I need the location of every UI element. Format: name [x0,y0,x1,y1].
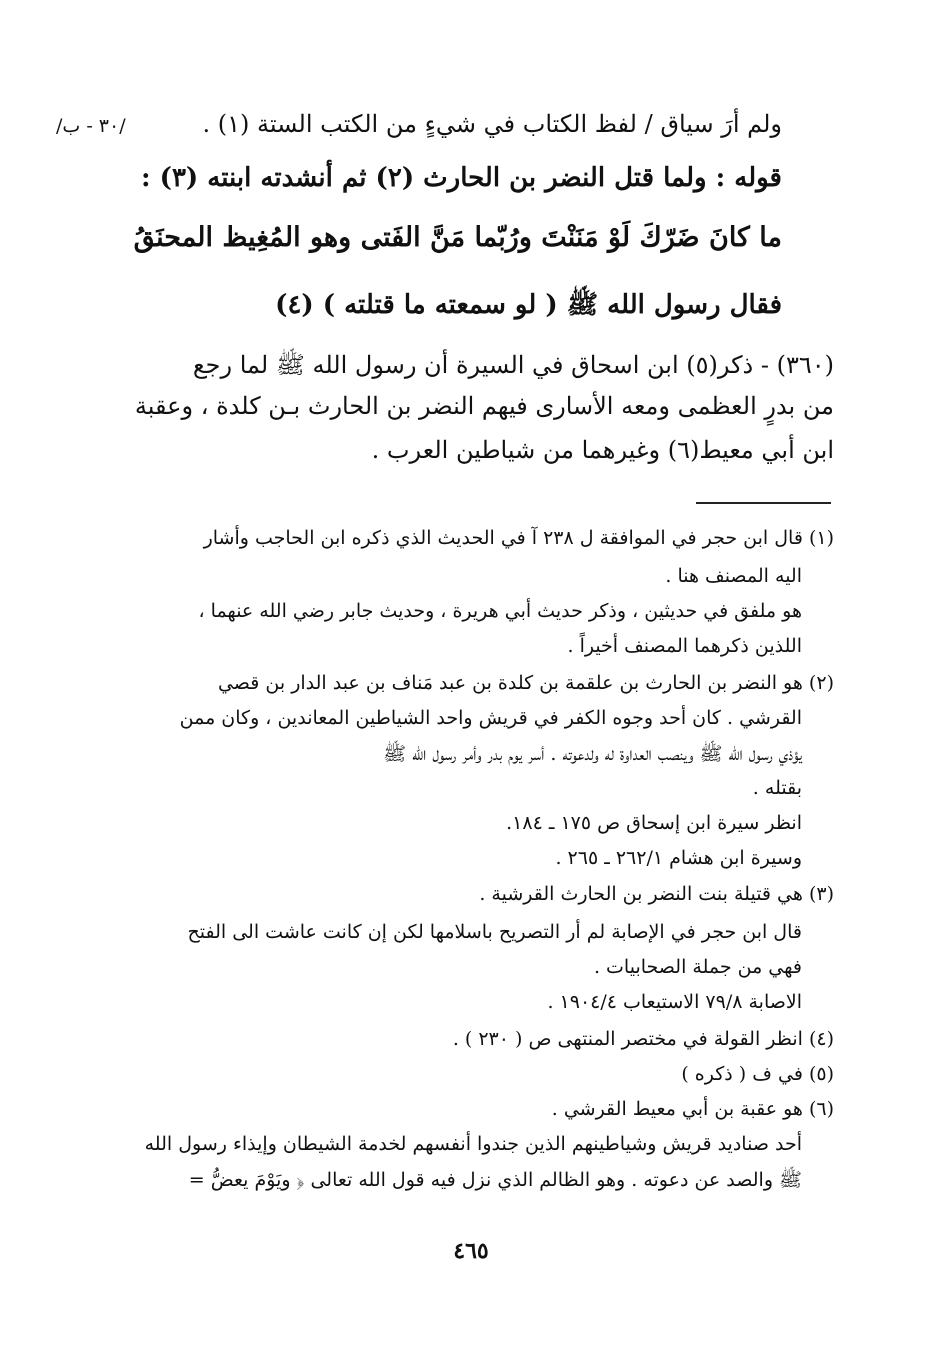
footnote-line: قال ابن حجر في الإصابة لم أر التصريح باسلامها لكن إن كانت عاشت الى الفتح [187,921,802,943]
footnote-line: ﷺ والصد عن دعوته . وهو الظالم الذي نزل فيه قول الله تعالى ﴿ ويَوْمَ يعضُّ = [188,1169,802,1191]
footnote-line: اليه المصنف هنا . [665,565,802,587]
footnote-line: (٤) انظر القولة في مختصر المنتهى ص ( ٢٣٠ ) . [452,1028,834,1050]
footnote-line: (٢) هو النضر بن الحارث بن علقمة بن كلدة بن عبد مَناف بن عبد الدار بن قصي [217,672,834,694]
paragraph-line-2: من بدرٍ العظمى ومعه الأسارى فيهم النضر بن الحارث بـن كلدة ، وعقبة [134,392,834,420]
footnote-line: بقتله . [752,777,802,799]
footnote-line: انظر سيرة ابن إسحاق ص ١٧٥ ـ ١٨٤. [506,812,802,834]
folio-marker: /٣٠ - ب/ [56,115,126,137]
footnote-line: (٥) في ف ( ذكره ) [681,1063,834,1085]
footnote-line: وسيرة ابن هشام ٢٦٢/١ ـ ٢٦٥ . [555,847,802,869]
poem-verse: ما كانَ ضَرّكَ لَوْ مَنَنْتَ ورُبّما مَنَّ الفَتى وهو المُغِيظ المحنَقُ [133,222,782,253]
text-line-1: ولم أرَ سياق / لفظ الكتاب في شيءٍ من الكتب الستة (١) . [202,110,782,138]
page-number: ٤٦٥ [453,1238,489,1264]
footnote-line: اللذين ذكرهما المصنف أخيراً . [567,635,802,657]
footnote-line: يؤذي رسول الله ﷺ وينصب العداوة له ولدعوته . أسر يوم بدر وأمر رسول الله ﷺ [383,743,802,765]
paragraph-line-1: (٣٦٠) - ذكر(٥) ابن اسحاق في السيرة أن رسول الله ﷺ لما رجع [192,351,834,379]
footnote-line: الاصابة ٧٩/٨ الاستيعاب ١٩٠٤/٤ . [547,991,802,1013]
footnote-line: القرشي . كان أحد وجوه الكفر في قريش واحد الشياطين المعاندين ، وكان ممن [179,707,802,729]
text-line-2: قوله : ولما قتل النضر بن الحارث (٢) ثم أنشدته ابنته (٣) : [141,163,782,193]
footnote-line: فهي من جملة الصحابيات . [593,956,802,978]
text-line-4: فقال رسول الله ﷺ ( لو سمعته ما قتلته ) (٤) [275,290,782,320]
footnote-line: (١) قال ابن حجر في الموافقة ل ٢٣٨ آ في الحديث الذي ذكره ابن الحاجب وأشار [203,527,834,549]
footnote-line: (٣) هي قتيلة بنت النضر بن الحارث القرشية . [479,883,834,905]
footnote-line: أحد صناديد قريش وشياطينهم الذين جندوا أنفسهم لخدمة الشيطان وإيذاء رسول الله [144,1133,802,1155]
footnote-separator [696,502,831,504]
footnote-line: (٦) هو عقبة بن أبي معيط القرشي . [551,1098,834,1120]
paragraph-line-3: ابن أبي معيط(٦) وغيرهما من شياطين العرب . [371,436,834,464]
footnote-line: هو ملفق في حديثين ، وذكر حديث أبي هريرة ، وحديث جابر رضي الله عنهما ، [198,600,802,622]
